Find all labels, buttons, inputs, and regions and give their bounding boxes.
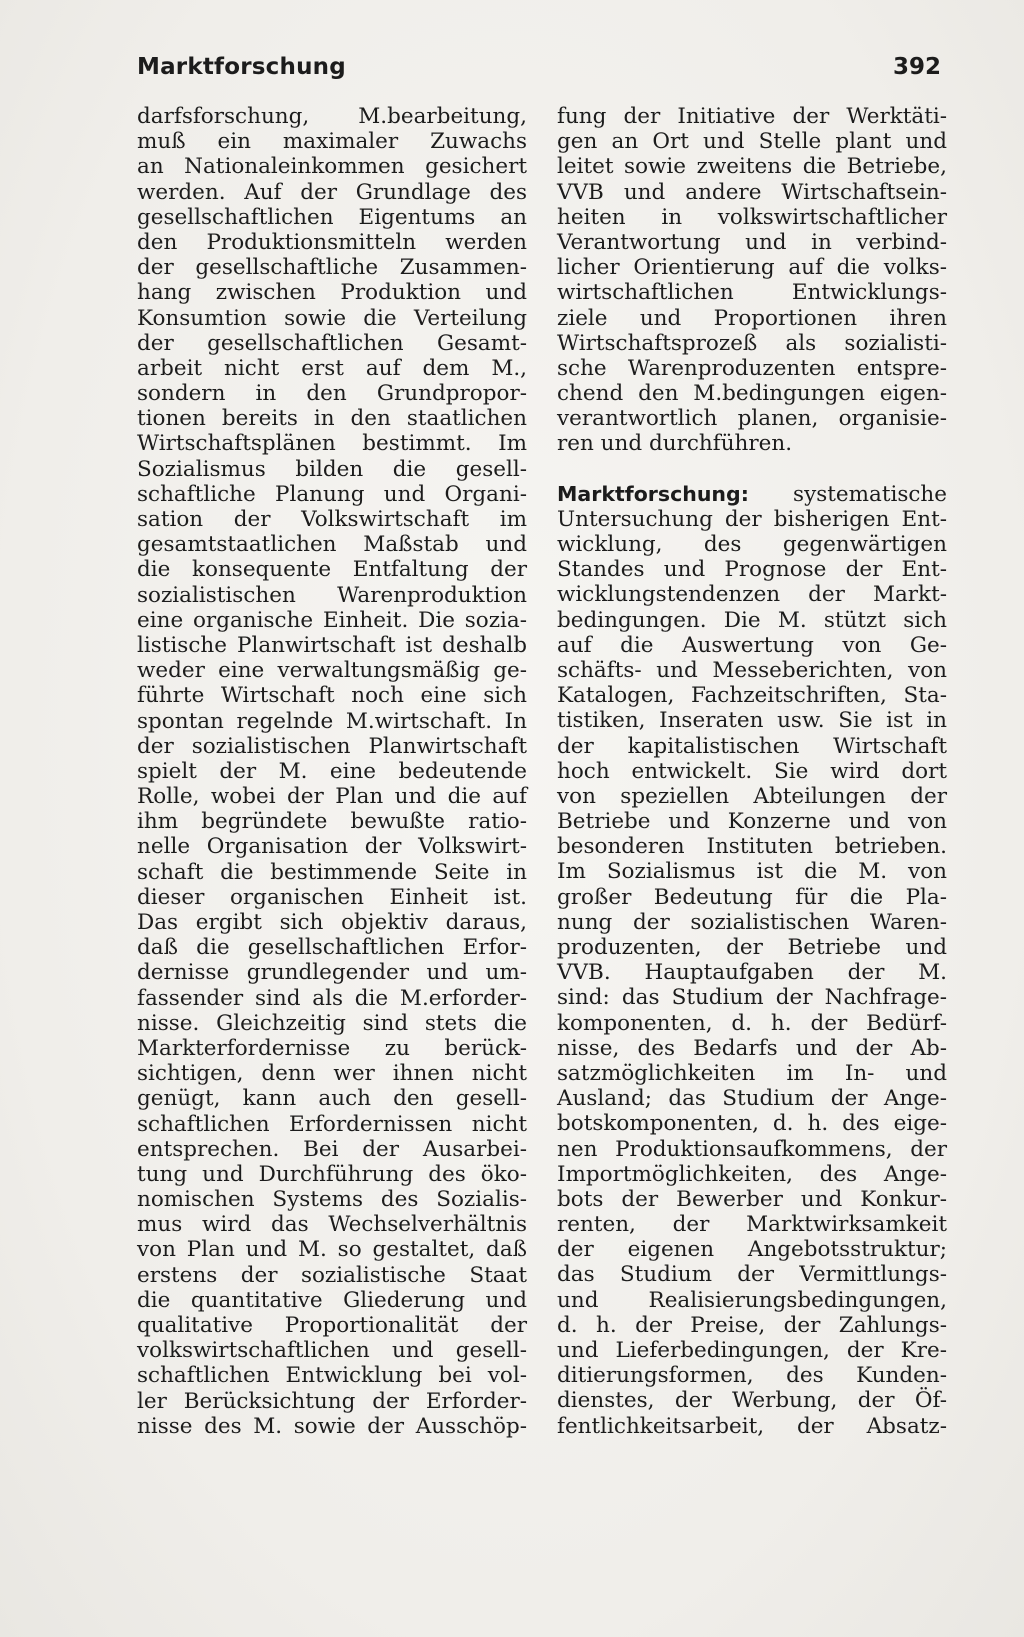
text-line: gesamtstaatlichen Maßstab und: [137, 532, 527, 558]
text-line: von speziellen Abteilungen der: [557, 783, 947, 809]
text-line: hoch entwickelt. Sie wird dort: [557, 758, 947, 784]
text-line: führte Wirtschaft noch eine sich: [137, 683, 527, 709]
text-line: heiten in volkswirtschaftlicher: [557, 204, 947, 230]
right-text-column: [557, 104, 947, 1439]
text-line: der gesellschaftlichen Gesamt-: [137, 330, 527, 356]
text-line: volkswirtschaftlichen und gesell-: [137, 1338, 527, 1364]
text-line: von Plan und M. so gestaltet, daß: [137, 1237, 527, 1263]
text-line: VVB und andere Wirtschaftsein-: [557, 179, 947, 205]
text-line: schäfts- und Messeberichten, von: [557, 657, 947, 683]
text-line: Wirtschaftsprozeß als sozialisti-: [557, 330, 947, 356]
text-line: fentlichkeitsarbeit, der Absatz-: [557, 1413, 947, 1439]
text-line: nelle Organisation der Volkswirt-: [137, 834, 527, 860]
text-line: dienstes, der Werbung, der Öf-: [557, 1388, 947, 1414]
text-line: Sozialismus bilden die gesell-: [137, 456, 527, 482]
text-line: Importmöglichkeiten, des Ange-: [557, 1161, 947, 1187]
text-line: nomischen Systems des Sozialis-: [137, 1187, 527, 1213]
text-line: d. h. der Preise, der Zahlungs-: [557, 1312, 947, 1338]
text-line: verantwortlich planen, organisie-: [557, 406, 947, 432]
text-line: die konsequente Entfaltung der: [137, 557, 527, 583]
text-line: gesellschaftlichen Eigentums an: [137, 204, 527, 230]
running-header-title: Marktforschung: [137, 54, 346, 80]
text-line: komponenten, d. h. der Bedürf-: [557, 1010, 947, 1036]
text-line: werden. Auf der Grundlage des: [137, 179, 527, 205]
text-line: qualitative Proportionalität der: [137, 1313, 527, 1338]
text-line: sche Warenproduzenten entspre-: [557, 355, 947, 381]
text-line: ditierungsformen, des Kunden-: [557, 1363, 947, 1389]
text-line: Das ergibt sich objektiv daraus,: [137, 910, 527, 935]
text-line: tung und Durchführung des öko-: [137, 1161, 527, 1187]
text-line: gen an Ort und Stelle plant und: [557, 129, 947, 155]
text-line: ler Berücksichtung der Erforder-: [137, 1388, 527, 1414]
text-line: nung der sozialistischen Waren-: [557, 909, 947, 935]
text-line: eine organische Einheit. Die sozia-: [137, 607, 527, 633]
text-line: sondern in den Grundpropor-: [137, 381, 527, 407]
text-line: nisse, des Bedarfs und der Ab-: [557, 1035, 947, 1061]
text-line: wicklung, des gegenwärtigen: [557, 532, 947, 557]
text-line: chend den M.bedingungen eigen-: [557, 381, 947, 407]
text-line: Verantwortung und in verbind-: [557, 229, 947, 255]
text-line: sation der Volkswirtschaft im: [137, 507, 527, 532]
text-line: dernisse grundlegender und um-: [137, 960, 527, 986]
text-line: renten, der Marktwirksamkeit: [557, 1212, 947, 1238]
text-line: spielt der M. eine bedeutende: [137, 758, 527, 784]
text-line: mus wird das Wechselverhältnis: [137, 1212, 527, 1238]
text-line: Ausland; das Studium der Ange-: [557, 1086, 947, 1112]
text-line: arbeit nicht erst auf dem M.,: [137, 355, 527, 381]
text-line: Markterfordernisse zu berück-: [137, 1035, 527, 1061]
text-line: dieser organischen Einheit ist.: [137, 884, 527, 910]
entry-first-line-text: systematische: [793, 481, 947, 507]
text-line: ren und durchführen.: [557, 431, 793, 457]
text-line: ihm begründete bewußte ratio-: [137, 809, 527, 835]
text-line: Rolle, wobei der Plan und die auf: [137, 784, 527, 810]
text-line: und Realisierungsbedingungen,: [557, 1287, 947, 1313]
text-line: Katalogen, Fachzeitschriften, Sta-: [557, 683, 947, 709]
text-line: Konsumtion sowie die Verteilung: [137, 305, 527, 331]
text-line: die quantitative Gliederung und: [137, 1287, 527, 1313]
text-line: nisse des M. sowie der Ausschöp-: [137, 1413, 527, 1439]
text-line: bots der Bewerber und Konkur-: [557, 1186, 947, 1212]
continuation-paragraph: [557, 104, 947, 457]
text-line: hang zwischen Produktion und: [137, 280, 527, 306]
text-line: der sozialistischen Planwirtschaft: [137, 733, 527, 759]
text-line: genügt, kann auch den gesell-: [137, 1086, 527, 1112]
text-line: nen Produktionsaufkommens, der: [557, 1136, 947, 1162]
text-line: schaftlichen Entwicklung bei vol-: [137, 1363, 527, 1389]
text-line: an Nationaleinkommen gesichert: [137, 154, 527, 180]
text-line: sind: das Studium der Nachfrage-: [557, 985, 947, 1011]
text-line: wirtschaftlichen Entwicklungs-: [557, 280, 947, 306]
left-text-column: [137, 104, 527, 1439]
text-line: der eigenen Angebotsstruktur;: [557, 1237, 947, 1263]
text-line: leitet sowie zweitens die Betriebe,: [557, 154, 947, 180]
text-line: das Studium der Vermittlungs-: [557, 1262, 947, 1288]
text-line: Standes und Prognose der Ent-: [557, 557, 947, 583]
text-line: nisse. Gleichzeitig sind stets die: [137, 1010, 527, 1036]
text-line: schaft die bestimmende Seite in: [137, 859, 527, 885]
text-line: spontan regelnde M.wirtschaft. In: [137, 708, 527, 734]
entry-first-line: [557, 482, 947, 507]
text-line: licher Orientierung auf die volks-: [557, 255, 947, 281]
text-line: produzenten, der Betriebe und: [557, 935, 947, 960]
text-line: wicklungstendenzen der Markt-: [557, 582, 947, 608]
text-line: VVB. Hauptaufgaben der M.: [557, 960, 947, 986]
text-line: listische Planwirtschaft ist deshalb: [137, 632, 527, 658]
text-line: großer Bedeutung für die Pla-: [557, 884, 947, 910]
text-line: darfsforschung, M.bearbeitung,: [137, 104, 527, 129]
text-line: den Produktionsmitteln werden: [137, 229, 527, 255]
text-line: satzmöglichkeiten im In- und: [557, 1060, 947, 1086]
text-line: weder eine verwaltungsmäßig ge-: [137, 658, 527, 684]
text-line: sozialistischen Warenproduktion: [137, 582, 527, 608]
text-line: der gesellschaftliche Zusammen-: [137, 255, 527, 281]
text-line: und Lieferbedingungen, der Kre-: [557, 1338, 947, 1363]
text-line: sichtigen, denn wer ihnen nicht: [137, 1061, 527, 1087]
entry-term: Marktforschung:: [557, 481, 749, 506]
text-line: fassender sind als die M.erforder-: [137, 985, 527, 1011]
dictionary-entry-marktforschung: [557, 482, 947, 1439]
text-line: Untersuchung der bisherigen Ent-: [557, 506, 947, 532]
text-line: Wirtschaftsplänen bestimmt. Im: [137, 431, 527, 457]
page-number: 392: [893, 54, 942, 80]
text-line: tionen bereits in den staatlichen: [137, 406, 527, 432]
text-line: erstens der sozialistische Staat: [137, 1262, 527, 1288]
text-line: Betriebe und Konzerne und von: [557, 809, 947, 835]
text-line: ziele und Proportionen ihren: [557, 305, 947, 331]
paragraph-gap: [557, 457, 947, 482]
text-line: auf die Auswertung von Ge-: [557, 632, 947, 658]
text-line: bedingungen. Die M. stützt sich: [557, 607, 947, 633]
text-line: der kapitalistischen Wirtschaft: [557, 733, 947, 759]
text-line: muß ein maximaler Zuwachs: [137, 129, 527, 155]
text-line: Im Sozialismus ist die M. von: [557, 859, 947, 885]
text-line: entsprechen. Bei der Ausarbei-: [137, 1136, 527, 1162]
text-line: botskomponenten, d. h. des eige-: [557, 1111, 947, 1137]
text-line: besonderen Instituten betrieben.: [557, 834, 947, 860]
text-line: daß die gesellschaftlichen Erfor-: [137, 935, 527, 961]
text-line: schaftliche Planung und Organi-: [137, 481, 527, 507]
text-line: tistiken, Inseraten usw. Sie ist in: [557, 708, 947, 734]
entry-body: [557, 507, 947, 1439]
text-line: schaftlichen Erfordernissen nicht: [137, 1111, 527, 1137]
text-line: fung der Initiative der Werktäti-: [557, 104, 947, 129]
